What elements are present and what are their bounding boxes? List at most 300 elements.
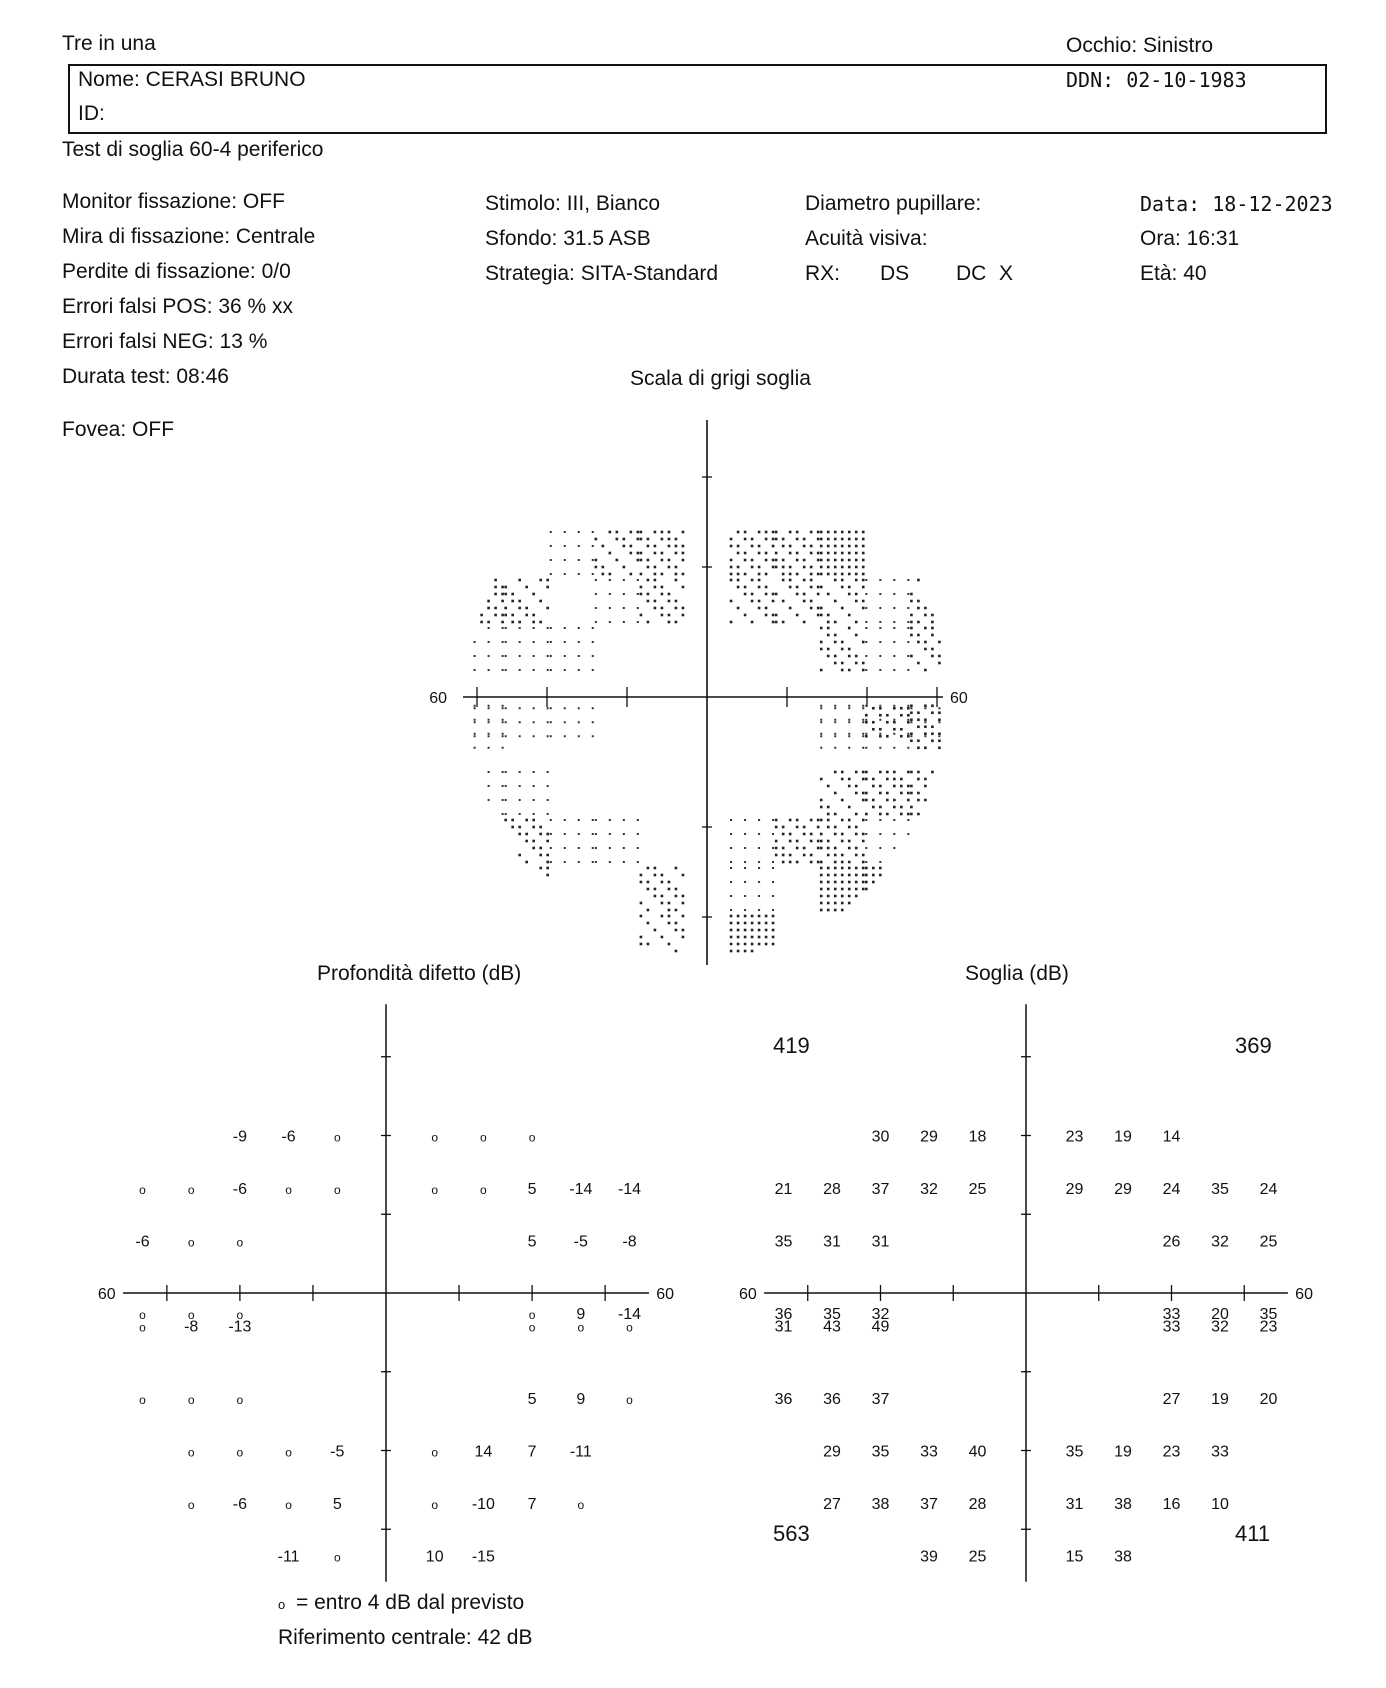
gray-dot	[886, 735, 889, 738]
gray-dot	[547, 771, 549, 773]
gray-dot	[782, 573, 785, 576]
gray-dot	[564, 707, 566, 709]
gray-dot	[841, 538, 844, 541]
gray-dot	[893, 707, 896, 710]
gray-dot	[564, 627, 566, 629]
gray-dot	[730, 936, 733, 939]
gray-dot	[474, 669, 476, 671]
gray-dot	[803, 559, 806, 562]
gray-dot	[661, 881, 664, 884]
gray-dot	[488, 733, 490, 735]
gray-dot	[924, 785, 927, 788]
gray-dot	[827, 854, 830, 857]
gray-dot	[751, 559, 754, 562]
gray-dot	[855, 813, 858, 816]
gray-dot	[938, 707, 940, 709]
info-time: Ora: 16:31	[1140, 227, 1240, 250]
gray-dot	[810, 586, 813, 589]
gray-dot	[654, 888, 657, 891]
gray-dot	[675, 950, 678, 953]
gray-dot	[737, 552, 740, 555]
gray-dot	[578, 531, 580, 533]
gray-dot	[737, 566, 740, 569]
gray-dot	[661, 552, 664, 555]
gray-dot	[616, 538, 619, 541]
gray-dot	[848, 861, 851, 864]
gray-dot	[474, 735, 476, 737]
gray-dot	[647, 922, 650, 925]
gray-dot	[862, 641, 865, 644]
gray-dot	[893, 819, 895, 821]
gray-dot	[474, 747, 476, 749]
gray-axis-label: 60	[950, 690, 968, 707]
gray-dot	[834, 531, 837, 534]
gray-dot	[668, 566, 671, 569]
defect-value: o	[139, 1393, 146, 1407]
gray-dot	[525, 840, 528, 843]
threshold-value: 31	[1065, 1496, 1084, 1513]
gray-dot	[675, 909, 678, 912]
threshold-value: 33	[1162, 1318, 1181, 1336]
gray-dot	[848, 669, 851, 672]
gray-dot	[502, 771, 504, 773]
gray-dot	[505, 799, 507, 801]
gray-dot	[879, 806, 882, 809]
gray-dot	[533, 735, 535, 737]
gray-dot	[751, 943, 754, 946]
gray-dot	[834, 813, 837, 816]
gray-dot	[668, 888, 671, 891]
gray-dot	[758, 915, 761, 918]
gray-dot	[525, 614, 528, 617]
gray-dot	[848, 733, 850, 735]
gray-dot	[886, 771, 889, 774]
gray-dot	[675, 538, 678, 541]
gray-dot	[834, 854, 837, 857]
gray-dot	[654, 579, 657, 582]
gray-dot	[841, 881, 844, 884]
gray-dot	[910, 704, 913, 707]
gray-dot	[879, 785, 882, 788]
gray-dot	[865, 593, 867, 595]
gray-dot	[834, 634, 837, 637]
patient-id: ID:	[78, 102, 105, 125]
gray-dot	[637, 538, 640, 541]
gray-dot	[827, 545, 830, 548]
gray-dot	[789, 833, 792, 836]
threshold-value: 38	[1114, 1496, 1132, 1513]
gray-dot	[803, 854, 806, 857]
threshold-value: 25	[968, 1548, 987, 1566]
gray-dot	[602, 545, 605, 548]
gray-dot	[758, 586, 761, 589]
gray-dot	[924, 799, 927, 802]
gray-dot	[592, 721, 594, 723]
gray-dot	[578, 545, 580, 547]
gray-dot	[730, 573, 733, 576]
gray-dot	[592, 833, 594, 835]
gray-dot	[803, 593, 806, 596]
gray-dot	[775, 593, 778, 596]
gray-dot	[661, 573, 664, 576]
gray-dot	[862, 600, 865, 603]
defect-value: o	[333, 1183, 341, 1197]
gray-dot	[595, 607, 597, 609]
threshold-value: 24	[1162, 1181, 1181, 1198]
gray-dot	[834, 662, 837, 665]
gray-dot	[789, 579, 792, 582]
gray-dot	[803, 579, 806, 582]
gray-dot	[893, 627, 895, 629]
gray-dot	[668, 559, 671, 562]
gray-dot	[855, 833, 858, 836]
gray-dot	[796, 826, 799, 829]
gray-dot	[505, 771, 507, 773]
threshold-value: 33	[1162, 1305, 1181, 1323]
threshold-value: 49	[871, 1318, 890, 1336]
gray-dot	[661, 559, 664, 562]
gray-dot	[910, 721, 912, 723]
gray-dot	[848, 648, 851, 651]
gray-dot	[893, 641, 895, 643]
gray-dot	[592, 669, 594, 671]
gray-dot	[637, 593, 639, 595]
gray-dot	[519, 655, 521, 657]
gray-dot	[917, 641, 920, 644]
gray-dot	[772, 545, 775, 548]
gray-dot	[494, 579, 497, 582]
gray-dot	[834, 881, 837, 884]
gray-dot	[550, 531, 552, 533]
gray-dot	[595, 559, 598, 562]
gray-dot	[550, 819, 552, 821]
gray-dot	[775, 840, 778, 843]
gray-dot	[564, 833, 566, 835]
gray-dot	[592, 641, 594, 643]
gray-dot	[789, 531, 792, 534]
gray-dot	[865, 881, 868, 884]
gray-dot	[834, 833, 837, 836]
defect-value: o	[187, 1393, 195, 1407]
gray-dot	[682, 531, 685, 534]
gray-dot	[865, 771, 868, 774]
threshold-value: 28	[968, 1496, 987, 1513]
gray-dot	[772, 538, 775, 541]
gray-dot	[505, 785, 507, 787]
gray-dot	[595, 819, 597, 821]
info-rx-x: X	[999, 262, 1014, 285]
gray-dot	[796, 840, 799, 843]
gray-dot	[519, 785, 521, 787]
gray-dot	[765, 593, 768, 596]
gray-dot	[578, 559, 580, 561]
gray-dot	[668, 545, 671, 548]
gray-dot	[637, 833, 639, 835]
threshold-corner-top-left: 419	[773, 1033, 810, 1058]
defect-value: -5	[330, 1443, 345, 1461]
gray-dot	[744, 847, 746, 849]
gray-dot	[820, 641, 823, 644]
gray-dot	[616, 531, 619, 534]
gray-dot	[592, 655, 594, 657]
threshold-value: 29	[1065, 1181, 1084, 1198]
gray-dot	[910, 634, 913, 637]
defect-value: 10	[425, 1548, 444, 1566]
gray-dot	[855, 662, 858, 665]
gray-dot	[841, 545, 844, 548]
gray-dot	[848, 545, 851, 548]
gray-dot	[640, 593, 643, 596]
gray-dot	[737, 607, 740, 610]
gray-dot	[782, 600, 785, 603]
info-age: Età: 40	[1140, 262, 1207, 285]
gray-dot	[865, 607, 867, 609]
gray-dot	[820, 719, 822, 721]
defect-value: o	[187, 1183, 195, 1197]
gray-dot	[546, 586, 549, 589]
defect-value: o	[626, 1320, 633, 1335]
gray-dot	[938, 662, 941, 665]
gray-dot	[848, 586, 851, 589]
gray-dot	[879, 714, 882, 717]
threshold-value: 15	[1065, 1548, 1084, 1566]
gray-dot	[865, 861, 867, 863]
gray-dot	[834, 621, 837, 624]
gray-dot	[578, 655, 580, 657]
gray-dot	[862, 733, 864, 735]
gray-dot	[623, 847, 625, 849]
gray-dot	[820, 819, 823, 822]
gray-dot	[772, 847, 774, 849]
gray-dot	[654, 586, 657, 589]
defect-value: -14	[617, 1181, 642, 1198]
gray-dot	[834, 861, 837, 864]
gray-dot	[547, 735, 549, 737]
gray-dot	[668, 902, 671, 905]
gray-dot	[592, 735, 594, 737]
gray-dot	[865, 813, 868, 816]
gray-dot	[841, 799, 844, 802]
gray-dot	[511, 819, 514, 822]
gray-dot	[931, 621, 934, 624]
gray-dot	[511, 826, 514, 829]
gray-dot	[810, 819, 813, 822]
defect-value: o	[528, 1320, 536, 1335]
gray-dot	[525, 833, 528, 836]
gray-dot	[744, 909, 746, 911]
gray-dot	[668, 621, 671, 624]
gray-dot	[682, 552, 685, 555]
gray-dot	[827, 806, 830, 809]
gray-dot	[872, 778, 875, 781]
gray-dot	[504, 586, 507, 589]
gray-dot	[751, 600, 754, 603]
gray-dot	[855, 655, 858, 658]
gray-dot	[917, 711, 920, 714]
gray-dot	[682, 902, 685, 905]
gray-dot	[841, 819, 844, 822]
gray-dot	[862, 840, 865, 843]
threshold-value: 26	[1162, 1233, 1181, 1251]
gray-dot	[886, 799, 889, 802]
info-date: Data: 18-12-2023	[1140, 192, 1333, 216]
legend-reference: Riferimento centrale: 42 dB	[278, 1626, 533, 1649]
gray-dot	[765, 607, 768, 610]
info-rx-dc: DC	[956, 262, 987, 285]
gray-dot	[827, 847, 830, 850]
threshold-value: 29	[823, 1443, 841, 1461]
gray-dot	[789, 861, 792, 864]
gray-dot	[879, 728, 882, 731]
gray-dot	[546, 861, 549, 864]
threshold-value: 29	[1114, 1181, 1132, 1198]
gray-dot	[772, 922, 775, 925]
gray-dot	[488, 669, 490, 671]
gray-dot	[938, 655, 941, 658]
gray-dot	[539, 847, 542, 850]
gray-dot	[820, 735, 822, 737]
gray-dot	[803, 833, 806, 836]
gray-dot	[910, 813, 913, 816]
gray-dot	[865, 721, 868, 724]
gray-dot	[893, 721, 896, 724]
gray-dot	[675, 621, 678, 624]
gray-dot	[931, 704, 934, 707]
gray-dot	[502, 669, 504, 671]
gray-dot	[810, 552, 813, 555]
gray-dot	[501, 586, 504, 589]
gray-dot	[547, 799, 549, 801]
defect-value: -11	[277, 1548, 300, 1566]
gray-dot	[848, 566, 851, 569]
gray-dot	[865, 847, 867, 849]
gray-dot	[917, 634, 920, 637]
gray-dot	[862, 833, 865, 836]
gray-dot	[817, 552, 820, 555]
gray-dot	[855, 895, 858, 898]
gray-dot	[488, 627, 490, 629]
gray-dot	[654, 929, 657, 932]
gray-dot	[502, 721, 504, 723]
gray-dot	[834, 545, 837, 548]
gray-dot	[640, 936, 643, 939]
gray-dot	[841, 874, 844, 877]
gray-dot	[848, 747, 850, 749]
gray-dot	[827, 909, 830, 912]
gray-dot	[924, 778, 927, 781]
gray-dot	[564, 545, 566, 547]
gray-dot	[907, 719, 909, 721]
gray-dot	[511, 600, 514, 603]
gray-dot	[782, 861, 785, 864]
info-pupil-diameter: Diametro pupillare:	[805, 192, 982, 215]
gray-dot	[550, 833, 552, 835]
gray-dot	[682, 936, 685, 939]
gray-dot	[730, 929, 733, 932]
gray-dot	[848, 531, 851, 534]
gray-dot	[578, 573, 580, 575]
gray-dot	[640, 586, 643, 589]
gray-dot	[841, 586, 844, 589]
defect-value: -15	[471, 1548, 495, 1566]
gray-dot	[474, 655, 476, 657]
gray-dot	[865, 641, 867, 643]
gray-dot	[827, 648, 830, 651]
gray-dot	[661, 895, 664, 898]
gray-dot	[910, 739, 913, 742]
gray-dot	[820, 648, 823, 651]
gray-dot	[879, 641, 881, 643]
gray-dot	[550, 847, 552, 849]
gray-dot	[775, 559, 778, 562]
gray-dot	[505, 735, 507, 737]
gray-dot	[865, 714, 868, 717]
gray-dot	[630, 573, 633, 576]
gray-dot	[744, 867, 746, 869]
gray-dot	[647, 867, 650, 870]
gray-dot	[834, 735, 836, 737]
gray-dot	[931, 614, 934, 617]
gray-dot	[910, 600, 913, 603]
gray-dot	[855, 881, 858, 884]
gray-dot	[855, 531, 858, 534]
gray-dot	[782, 621, 785, 624]
gray-dot	[862, 545, 865, 548]
gray-dot	[907, 627, 909, 629]
gray-dot	[744, 936, 747, 939]
gray-dot	[765, 559, 768, 562]
gray-dot	[879, 627, 881, 629]
threshold-value: 36	[823, 1391, 841, 1408]
gray-dot	[872, 785, 875, 788]
gray-dot	[862, 531, 865, 534]
gray-dot	[772, 531, 775, 534]
gray-dot	[654, 545, 657, 548]
threshold-value: 36	[774, 1391, 793, 1408]
defect-value: o	[626, 1393, 633, 1407]
gray-dot	[820, 881, 823, 884]
gray-dot	[820, 874, 823, 877]
gray-dot	[637, 607, 639, 609]
gray-dot	[855, 785, 858, 788]
threshold-value: 32	[920, 1181, 938, 1198]
defect-title: Profondità difetto (dB)	[317, 962, 522, 985]
threshold-value: 19	[1114, 1443, 1132, 1461]
gray-dot	[827, 826, 830, 829]
gray-dot	[637, 819, 639, 821]
gray-dot	[907, 833, 909, 835]
defect-value: -6	[232, 1181, 248, 1198]
defect-value: -6	[135, 1233, 150, 1251]
gray-dot	[675, 579, 678, 582]
gray-dot	[820, 531, 823, 534]
defect-value: o	[480, 1183, 487, 1197]
threshold-value: 28	[823, 1181, 841, 1198]
gray-dot	[637, 531, 640, 534]
gray-dot	[592, 707, 594, 709]
gray-dot	[817, 614, 820, 617]
gray-dot	[834, 747, 836, 749]
threshold-value: 29	[920, 1128, 938, 1146]
gray-dot	[502, 719, 504, 721]
gray-dot	[862, 607, 865, 610]
gray-dot	[772, 936, 775, 939]
patient-name: Nome: CERASI BRUNO	[78, 68, 306, 91]
gray-dot	[803, 600, 806, 603]
gray-dot	[862, 771, 865, 774]
gray-dot	[682, 614, 685, 617]
gray-dot	[931, 771, 934, 774]
